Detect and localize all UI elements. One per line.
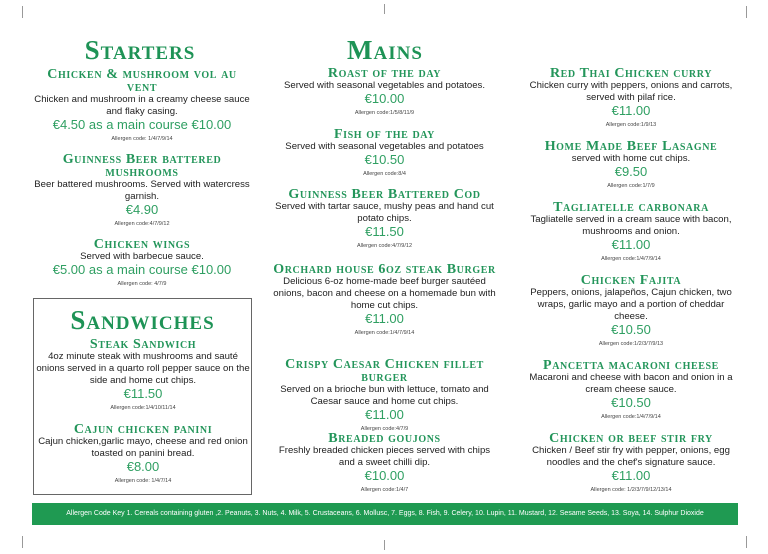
menu-item — [522, 359, 740, 422]
menu-item — [522, 201, 740, 264]
item-description: Delicious 6-oz home-made beef burger sautéed onions, bacon and cheese on a homemade bun with home cut chips. — [273, 276, 496, 311]
allergen-code: Allergen code: 1/4/7/14 — [114, 478, 172, 484]
allergen-code: Allergen code:1/2/3/7/9/13 — [598, 341, 664, 347]
allergen-code: Allergen code:1/9/13 — [605, 122, 657, 128]
menu-item — [272, 263, 497, 338]
menu-item — [272, 188, 497, 251]
item-name: Tagliatelle carbonara — [553, 200, 709, 215]
allergen-code: Allergen code: 4/7/9 — [117, 281, 167, 287]
item-name: Orchard house 6oz steak Burger — [273, 262, 496, 277]
item-price: €10.50 — [364, 152, 405, 167]
item-name: Pancetta macaroni cheese — [543, 358, 719, 373]
item-description: served with home cut chips. — [571, 153, 691, 164]
menu-item — [32, 153, 252, 229]
item-description: Chicken and mushroom in a creamy cheese sauce and flaky casing. — [34, 94, 250, 117]
menu-item — [32, 238, 252, 289]
item-description: Chicken curry with peppers, onions and carrots, served with pilaf rice. — [529, 80, 733, 103]
item-name: Fish of the day — [333, 127, 436, 142]
menu-item — [32, 68, 252, 144]
item-description: Cajun chicken,garlic mayo, cheese and red onion toasted on panini bread. — [38, 436, 248, 459]
item-price: €4.90 — [125, 202, 159, 217]
allergen-code: Allergen code:1/4/7/9/14 — [601, 256, 661, 262]
item-name: Chicken or beef stir fry — [549, 431, 713, 446]
item-description: Beer battered mushrooms. Served with watercress garnish. — [34, 179, 250, 202]
item-description: Served with seasonal vegetables and potatoes — [285, 141, 484, 152]
item-price: €5.00 as a main course €10.00 — [52, 262, 232, 277]
crop-mark — [22, 536, 23, 548]
item-name: Roast of the day — [327, 66, 442, 81]
allergen-code: Allergen code: 1/2/3/7/9/12/13/14 — [590, 487, 672, 493]
item-name: Chicken Fajita — [580, 273, 682, 288]
item-name: Steak Sandwich — [89, 337, 197, 352]
item-description: Served with tartar sauce, mushy peas and hand cut potato chips. — [275, 201, 494, 224]
crop-mark — [22, 6, 23, 18]
item-name: Guinness Beer battered mushrooms — [62, 152, 222, 180]
item-price: €8.00 — [126, 459, 160, 474]
item-price: €11.00 — [611, 103, 651, 118]
starters-title: Starters — [84, 35, 196, 65]
item-price: €10.00 — [364, 91, 405, 106]
crop-mark — [384, 540, 385, 550]
item-price: €11.00 — [365, 311, 404, 326]
item-name: Cajun chicken panini — [73, 422, 213, 437]
allergen-code: Allergen code:1/4/7/9/14 — [354, 330, 415, 336]
item-name: Red Thai Chicken curry — [549, 66, 713, 81]
crop-mark — [746, 6, 747, 18]
item-price: €11.00 — [611, 237, 651, 252]
allergen-code: Allergen code:1/4/7/9/14 — [601, 414, 661, 420]
item-price: €4.50 as a main course €10.00 — [52, 117, 232, 132]
item-description: Chicken / Beef stir fry with pepper, onions, egg noodles and the chef's signature sauce. — [532, 445, 730, 468]
allergen-code: Allergen code:8/4 — [363, 171, 406, 177]
item-price: €11.50 — [123, 386, 163, 401]
item-price: €10.50 — [611, 395, 651, 410]
item-name: Home Made Beef Lasagne — [544, 139, 718, 154]
menu-item — [36, 338, 250, 413]
crop-mark — [384, 4, 385, 14]
item-price: €11.00 — [365, 407, 404, 422]
menu-item — [522, 67, 740, 130]
sandwiches-title: Sandwiches — [70, 305, 215, 335]
item-description: Served on a brioche bun with lettuce, tomato and Caesar sauce and home cut chips. — [280, 384, 489, 407]
item-price: €9.50 — [614, 164, 648, 179]
crop-mark — [746, 536, 747, 548]
item-description: Served with seasonal vegetables and potatoes. — [283, 80, 486, 91]
allergen-code: Allergen code:1/5/8/11/9 — [354, 110, 415, 116]
allergen-code: Allergen code:1/4/7 — [360, 487, 409, 493]
allergen-code: Allergen code:1/7/9 — [607, 183, 655, 189]
item-name: Chicken wings — [93, 237, 191, 252]
menu-item — [36, 423, 250, 486]
item-price: €11.00 — [611, 468, 651, 483]
item-price: €10.50 — [611, 322, 651, 337]
item-description: Tagliatelle served in a cream sauce with bacon, mushrooms and onion. — [530, 214, 732, 237]
mains-title: Mains — [347, 35, 423, 65]
item-description: Peppers, onions, jalapeños, Cajun chicken, two wraps, garlic mayo and a portion of cheddar cheese. — [530, 287, 732, 322]
item-description: Macaroni and cheese with bacon and onion in a cream cheese sauce. — [529, 372, 733, 395]
item-price: €10.00 — [364, 468, 405, 483]
item-name: Chicken & mushroom vol au vent — [47, 67, 237, 95]
item-name: Guinness Beer Battered Cod — [288, 187, 481, 202]
menu-item — [522, 432, 740, 495]
item-price: €11.50 — [365, 224, 404, 239]
allergen-code: Allergen code: 1/4/7/9/14 — [111, 136, 173, 142]
allergen-code: Allergen code:4/7/9/12 — [114, 221, 170, 227]
menu-item — [272, 432, 497, 495]
item-name: Crispy Caesar Chicken fillet burger — [285, 357, 484, 385]
menu-item — [272, 358, 497, 434]
item-name: Breaded goujons — [328, 431, 441, 446]
menu-item — [522, 274, 740, 349]
allergen-code: Allergen code:4/7/9/12 — [356, 243, 413, 249]
allergen-code: Allergen code:1/4/10/11/14 — [110, 405, 176, 411]
allergen-code: Allergen code:4/7/9 — [360, 426, 409, 432]
item-description: Served with barbecue sauce. — [80, 251, 204, 262]
menu-item — [522, 140, 740, 191]
menu-item — [272, 67, 497, 118]
item-description: Freshly breaded chicken pieces served with chips and a sweet chilli dip. — [278, 445, 491, 468]
menu-item — [272, 128, 497, 179]
item-description: 4oz minute steak with mushrooms and sauté onions served in a quarto roll pepper sauce on the side and home cut chips. — [36, 351, 250, 386]
allergen-key-banner: Allergen Code Key 1. Cereals containing gluten ,2. Peanuts, 3. Nuts, 4. Milk, 5. Crustaceans, 6. Mollusc, 7. Eggs, 8. Fish, 9. Celery, 10. Lupin, 11. Mustard, 12. Sesame Seeds, 13. Soya, 14. Sulphur Dioxide — [32, 503, 738, 525]
